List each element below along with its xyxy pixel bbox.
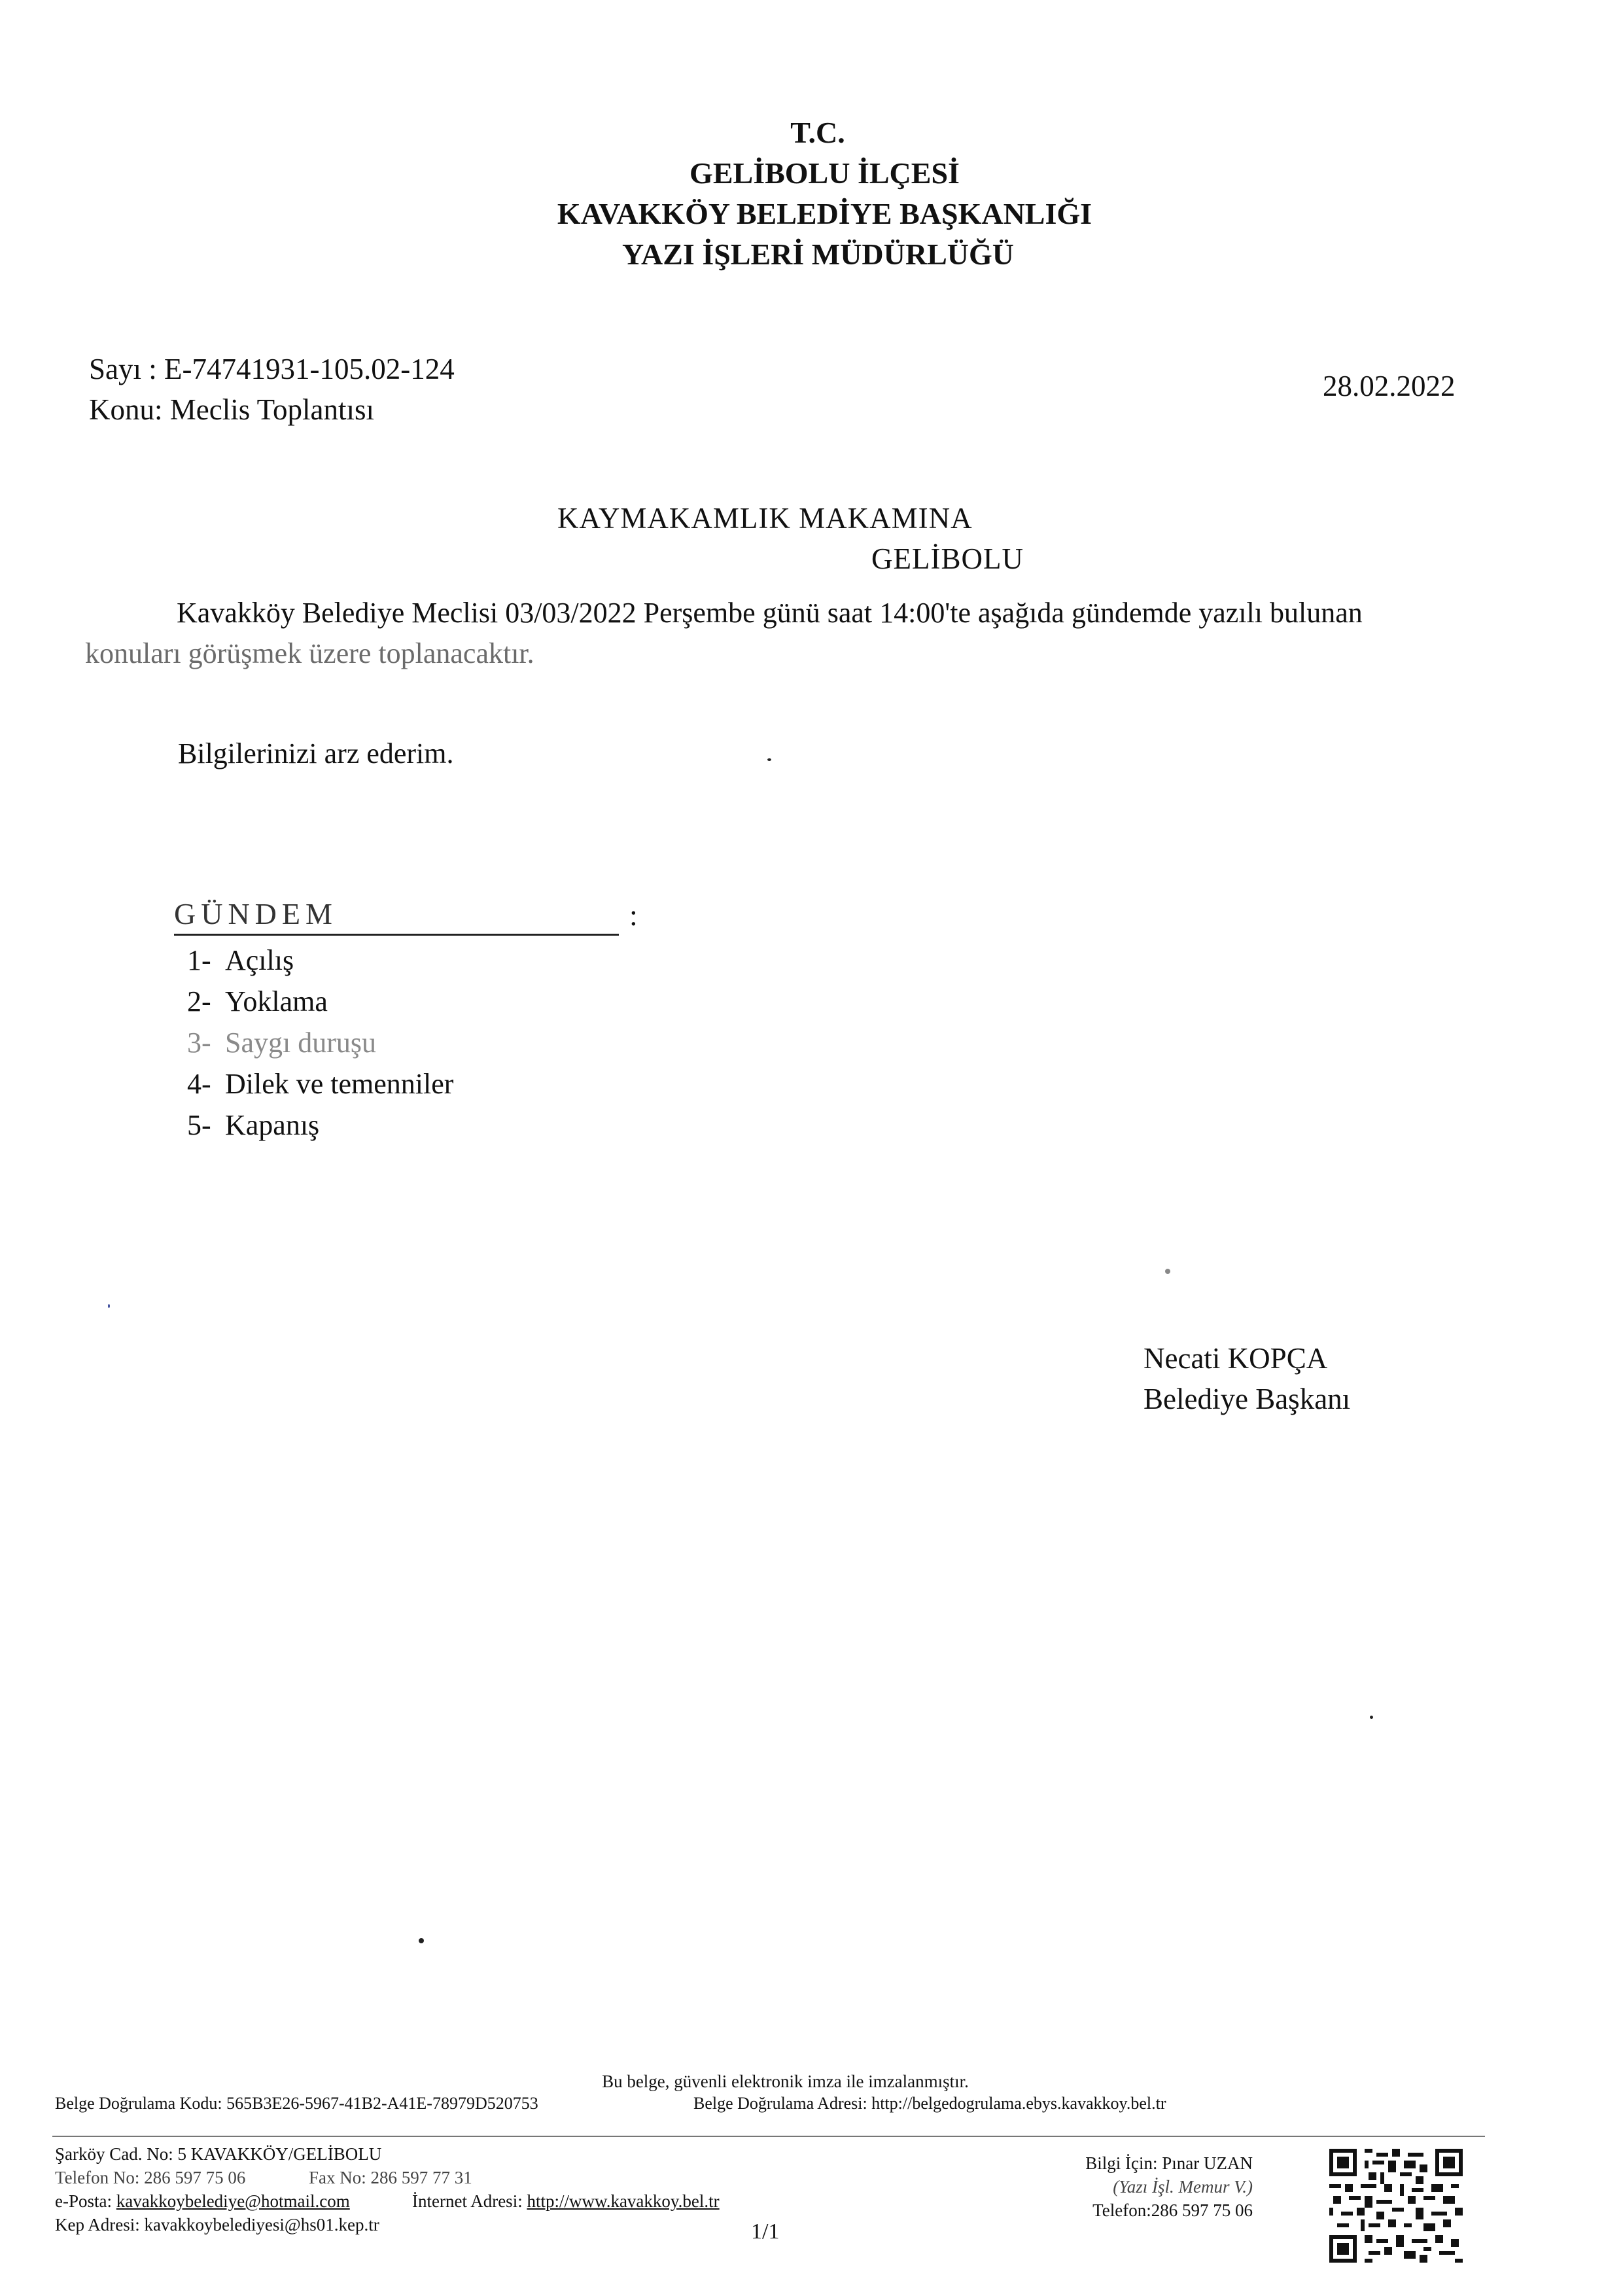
web-label: İnternet Adresi: [412, 2191, 527, 2211]
letterhead-district: GELİBOLU İLÇESİ [689, 156, 960, 190]
esignature-note: Bu belge, güvenli elektronik imza ile imzalanmıştır. [602, 2072, 969, 2091]
phone-fax-row [55, 2166, 472, 2189]
agenda-item [187, 981, 453, 1022]
addressee-city: GELİBOLU [871, 542, 1024, 575]
agenda-item-number: 4- [187, 1068, 211, 1100]
agenda-colon: : [629, 898, 638, 932]
body-paragraph-line2: konuları görüşmek üzere toplanacaktır. [85, 637, 534, 669]
signatory-title: Belediye Başkanı [1143, 1383, 1351, 1415]
agenda-item-number: 2- [187, 985, 211, 1017]
contact-person-role: (Yazı İşl. Memur V.) [1113, 2177, 1253, 2197]
qr-code-icon [1329, 2148, 1463, 2263]
letterhead-tc: T.C. [790, 116, 845, 149]
scan-speck [419, 1938, 424, 1943]
body-paragraph [85, 593, 1472, 674]
letterhead-municipality: KAVAKKÖY BELEDİYE BAŞKANLIĞI [557, 197, 1092, 230]
document-number: Sayı : E-74741931-105.02-124 [89, 353, 455, 385]
document-date: 28.02.2022 [1323, 370, 1456, 402]
web-address [412, 2189, 720, 2213]
agenda-title: GÜNDEM [174, 896, 619, 936]
phone-number: Telefon No: 286 597 75 06 [55, 2168, 246, 2187]
document-subject: Konu: Meclis Toplantısı [89, 393, 375, 426]
page-number: 1/1 [751, 2219, 780, 2244]
agenda-item-number: 5- [187, 1109, 211, 1141]
letterhead-department: YAZI İŞLERİ MÜDÜRLÜĞÜ [622, 238, 1014, 271]
footer-divider [52, 2136, 1485, 2137]
agenda-item-text: Saygı duruşu [225, 1027, 376, 1059]
agenda-item-number: 3- [187, 1027, 211, 1059]
kep-address: Kep Adresi: kavakkoybelediyesi@hs01.kep.tr [55, 2215, 379, 2234]
agenda-list [187, 940, 453, 1146]
body-paragraph-line1: Kavakköy Belediye Meclisi 03/03/2022 Perşembe günü saat 14:00'te aşağıda gündemde yazılı bulunan [177, 597, 1363, 629]
email-web-row [55, 2189, 720, 2213]
agenda-item-text: Dilek ve temenniler [225, 1068, 454, 1100]
agenda-item-number: 1- [187, 944, 211, 976]
agenda-item-text: Açılış [225, 944, 294, 976]
verification-code: Belge Doğrulama Kodu: 565B3E26-5967-41B2-A41E-78979D520753 [55, 2094, 538, 2113]
addressee-office: KAYMAKAMLIK MAKAMINA [557, 502, 973, 535]
contact-person: Bilgi İçin: Pınar UZAN [1085, 2153, 1253, 2173]
signatory-name: Necati KOPÇA [1143, 1342, 1328, 1375]
agenda-item-text: Kapanış [225, 1109, 320, 1141]
scan-speck [1165, 1269, 1170, 1274]
agenda-item [187, 1104, 453, 1146]
fax-number: Fax No: 286 597 77 31 [309, 2168, 472, 2187]
scan-speck [767, 758, 771, 761]
scan-speck [108, 1304, 110, 1308]
agenda-item [187, 1022, 453, 1063]
postal-address: Şarköy Cad. No: 5 KAVAKKÖY/GELİBOLU [55, 2144, 382, 2164]
email-label: e-Posta: [55, 2191, 116, 2211]
agenda-item-text: Yoklama [225, 985, 328, 1017]
closing-phrase: Bilgilerinizi arz ederim. [178, 737, 454, 769]
email-link[interactable]: kavakkoybelediye@hotmail.com [116, 2191, 350, 2211]
agenda-item [187, 940, 453, 981]
agenda-item [187, 1063, 453, 1104]
web-link[interactable]: http://www.kavakkoy.bel.tr [527, 2191, 720, 2211]
scan-speck [1370, 1716, 1373, 1719]
verification-address: Belge Doğrulama Adresi: http://belgedogrulama.ebys.kavakkoy.bel.tr [693, 2094, 1166, 2113]
contact-person-phone: Telefon:286 597 75 06 [1092, 2200, 1253, 2220]
